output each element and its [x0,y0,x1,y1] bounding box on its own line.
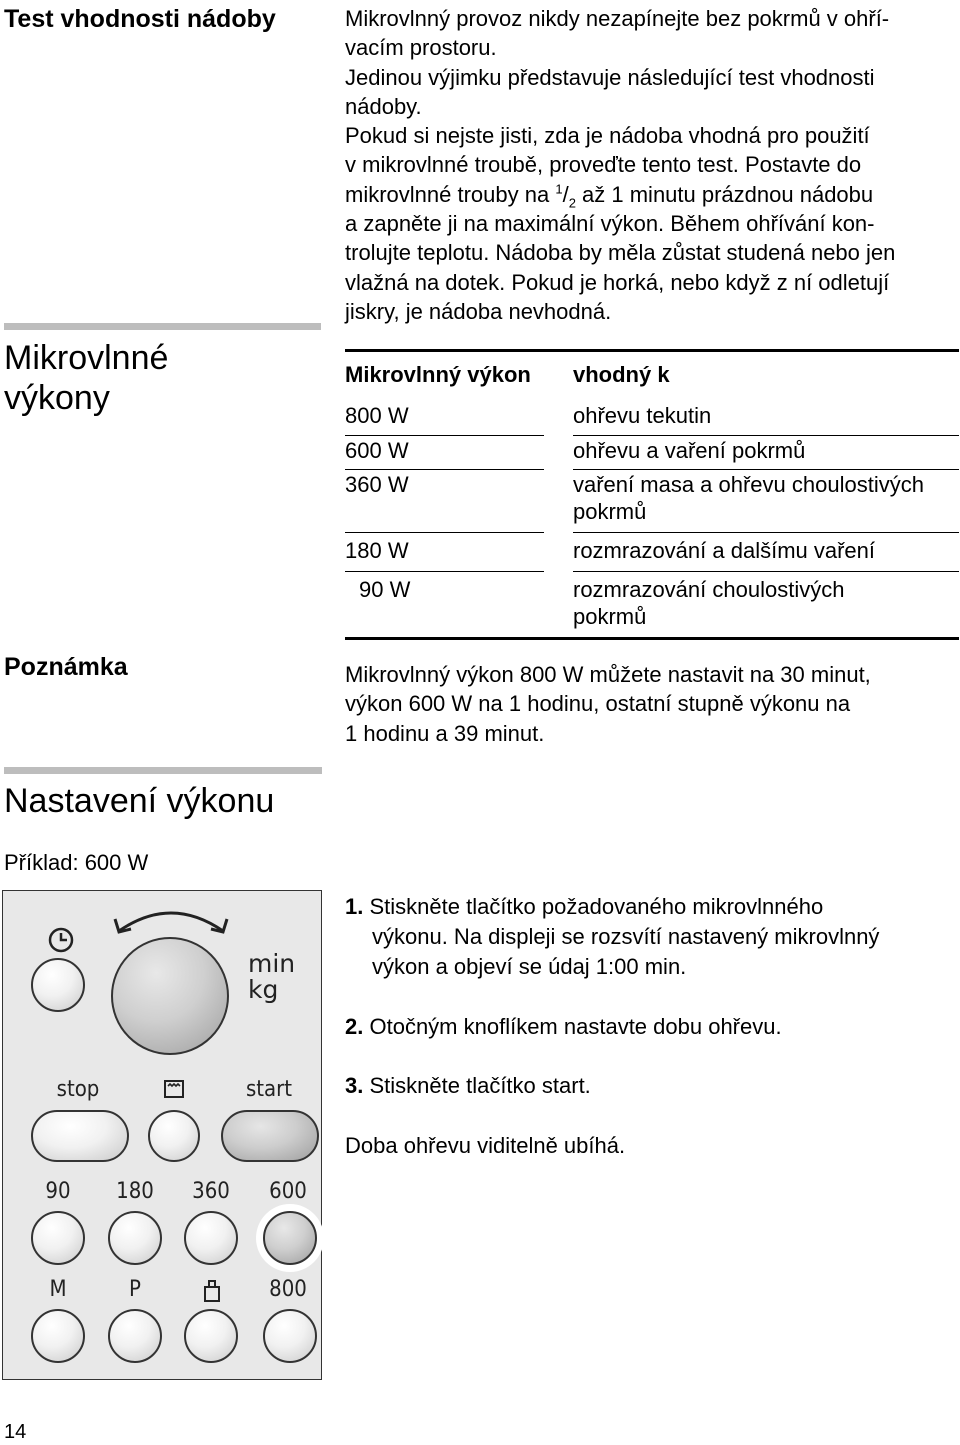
table-cell-power: 600 W [345,438,409,463]
start-label: start [245,1077,293,1102]
power-90-button[interactable] [31,1211,85,1265]
table-cell-power: 90 W [359,577,411,602]
stop-label: stop [56,1077,100,1102]
table-cell-use: pokrmů [573,604,647,629]
knob-label-min: min [248,949,296,978]
table-cell-use: vaření masa a ohřevu choulostivých [573,472,924,497]
stop-button[interactable] [31,1110,129,1162]
fraction-numerator: 1 [555,181,563,197]
power-heading-line-2: výkony [4,379,110,417]
grill-icon [163,1078,185,1100]
power-600-button[interactable] [263,1211,317,1265]
row-separator [345,571,544,572]
step-text: Stiskněte tlačítko start. [369,1073,591,1098]
power-label-600: 600 [269,1179,307,1204]
power-800-button[interactable] [263,1309,317,1363]
text-line: v mikrovlnné troubě, proveďte tento test. Postavte do [345,152,862,178]
step-line: výkon a objeví se údaj 1:00 min. [372,954,687,979]
table-header-power: Mikrovlnný výkon [345,362,531,387]
weight-icon [202,1279,222,1303]
power-heading-line-1: Mikrovlnné [4,339,169,377]
power-360-button[interactable] [184,1211,238,1265]
row-separator [345,469,544,470]
step-line: výkonu. Na displeji se rozsvítí nastavený mikrovlnný [372,924,880,949]
power-label-90: 90 [45,1179,71,1204]
text-line: 1 hodinu a 39 minut. [345,720,545,746]
text-line: Jedinou výjimku představuje následující test vhodnosti [345,64,875,90]
step-text: Otočným knoflíkem nastavte dobu ohřevu. [369,1014,782,1039]
rotate-arrow-icon [111,899,231,939]
final-note: Doba ohřevu viditelně ubíhá. [345,1133,626,1158]
row-separator [573,435,959,436]
example-label: Příklad: 600 W [4,850,149,875]
table-cell-use: rozmrazování a dalšímu vaření [573,538,876,563]
test-text [345,4,955,326]
table-cell-use: rozmrazování choulostivých [573,577,845,602]
table-cell-use: ohřevu tekutin [573,403,712,428]
text-fragment: mikrovlnné trouby na [345,181,556,207]
text-line: Mikrovlnný výkon 800 W můžete nastavit na 30 minut, [345,662,871,687]
knob-label-kg: kg [248,975,279,1004]
power-label-360: 360 [192,1179,230,1204]
step-1 [345,892,957,982]
text-line: výkon 600 W na 1 hodinu, ostatní stupně výkonu na [345,691,851,717]
text-line: nádoby. [345,93,422,119]
text-line: mikrovlnné trouby na $^1/_2$ až 1 minutu prázdnou nádobu [345,181,874,211]
step-line [345,892,957,922]
table-cell-use: pokrmů [573,499,647,524]
section-divider [4,767,322,774]
table-cell-power: 800 W [345,403,409,428]
program-button[interactable] [108,1309,162,1363]
note-text [345,660,955,748]
row-separator [573,532,959,533]
section-divider [4,323,321,330]
memory-button[interactable] [31,1309,85,1363]
memory-label: M [49,1277,67,1302]
table-bottom-rule [345,637,959,640]
row-separator [573,469,959,470]
text-line: jiskry, je nádoba nevhodná. [345,298,612,324]
text-line: vacím prostoru. [345,35,497,61]
step-3 [345,1071,591,1101]
row-separator [573,571,959,572]
power-label-180: 180 [116,1179,154,1204]
text-fragment: až 1 minutu prázdnou nádobu [575,181,874,207]
fraction-denominator: 2 [568,195,576,211]
page-number: 14 [4,1421,27,1443]
text-line: a zapněte ji na maximální výkon. Během ohřívání kon- [345,211,875,237]
row-separator [345,435,544,436]
step-text: Stiskněte tlačítko požadovaného mikrovlnného [369,894,824,919]
power-180-button[interactable] [108,1211,162,1265]
timer-button[interactable] [31,958,85,1012]
weight-button[interactable] [184,1309,238,1363]
test-heading: Test vhodnosti nádoby [4,5,276,33]
row-separator [345,532,544,533]
table-header-use: vhodný k [573,362,670,387]
program-label: P [129,1277,141,1302]
step-number: 2. [345,1014,364,1039]
note-heading: Poznámka [4,653,128,681]
rotary-knob[interactable] [111,937,229,1055]
setting-heading: Nastavení výkonu [4,782,275,820]
text-line: vlažná na dotek. Pokud je horká, nebo když z ní odletují [345,269,890,295]
text-line: Mikrovlnný provoz nikdy nezapínejte bez pokrmů v ohří- [345,6,890,31]
step-number: 1. [345,894,364,919]
power-heading [4,338,168,418]
table-top-rule [345,349,959,352]
table-cell-use: ohřevu a vaření pokrmů [573,438,806,463]
text-line: Pokud si nejste jisti, zda je nádoba vhodná pro použití [345,123,870,149]
clock-icon [46,925,76,955]
grill-button[interactable] [148,1110,200,1162]
table-cell-power: 360 W [345,472,409,497]
knob-label [248,951,295,1003]
step-2 [345,1012,782,1042]
control-panel [2,890,322,1380]
power-label-800: 800 [269,1277,307,1302]
text-line: trolujte teplotu. Nádoba by měla zůstat studená nebo jen [345,240,896,266]
table-cell-power: 180 W [345,538,409,563]
step-number: 3. [345,1073,364,1098]
start-button[interactable] [221,1110,319,1162]
